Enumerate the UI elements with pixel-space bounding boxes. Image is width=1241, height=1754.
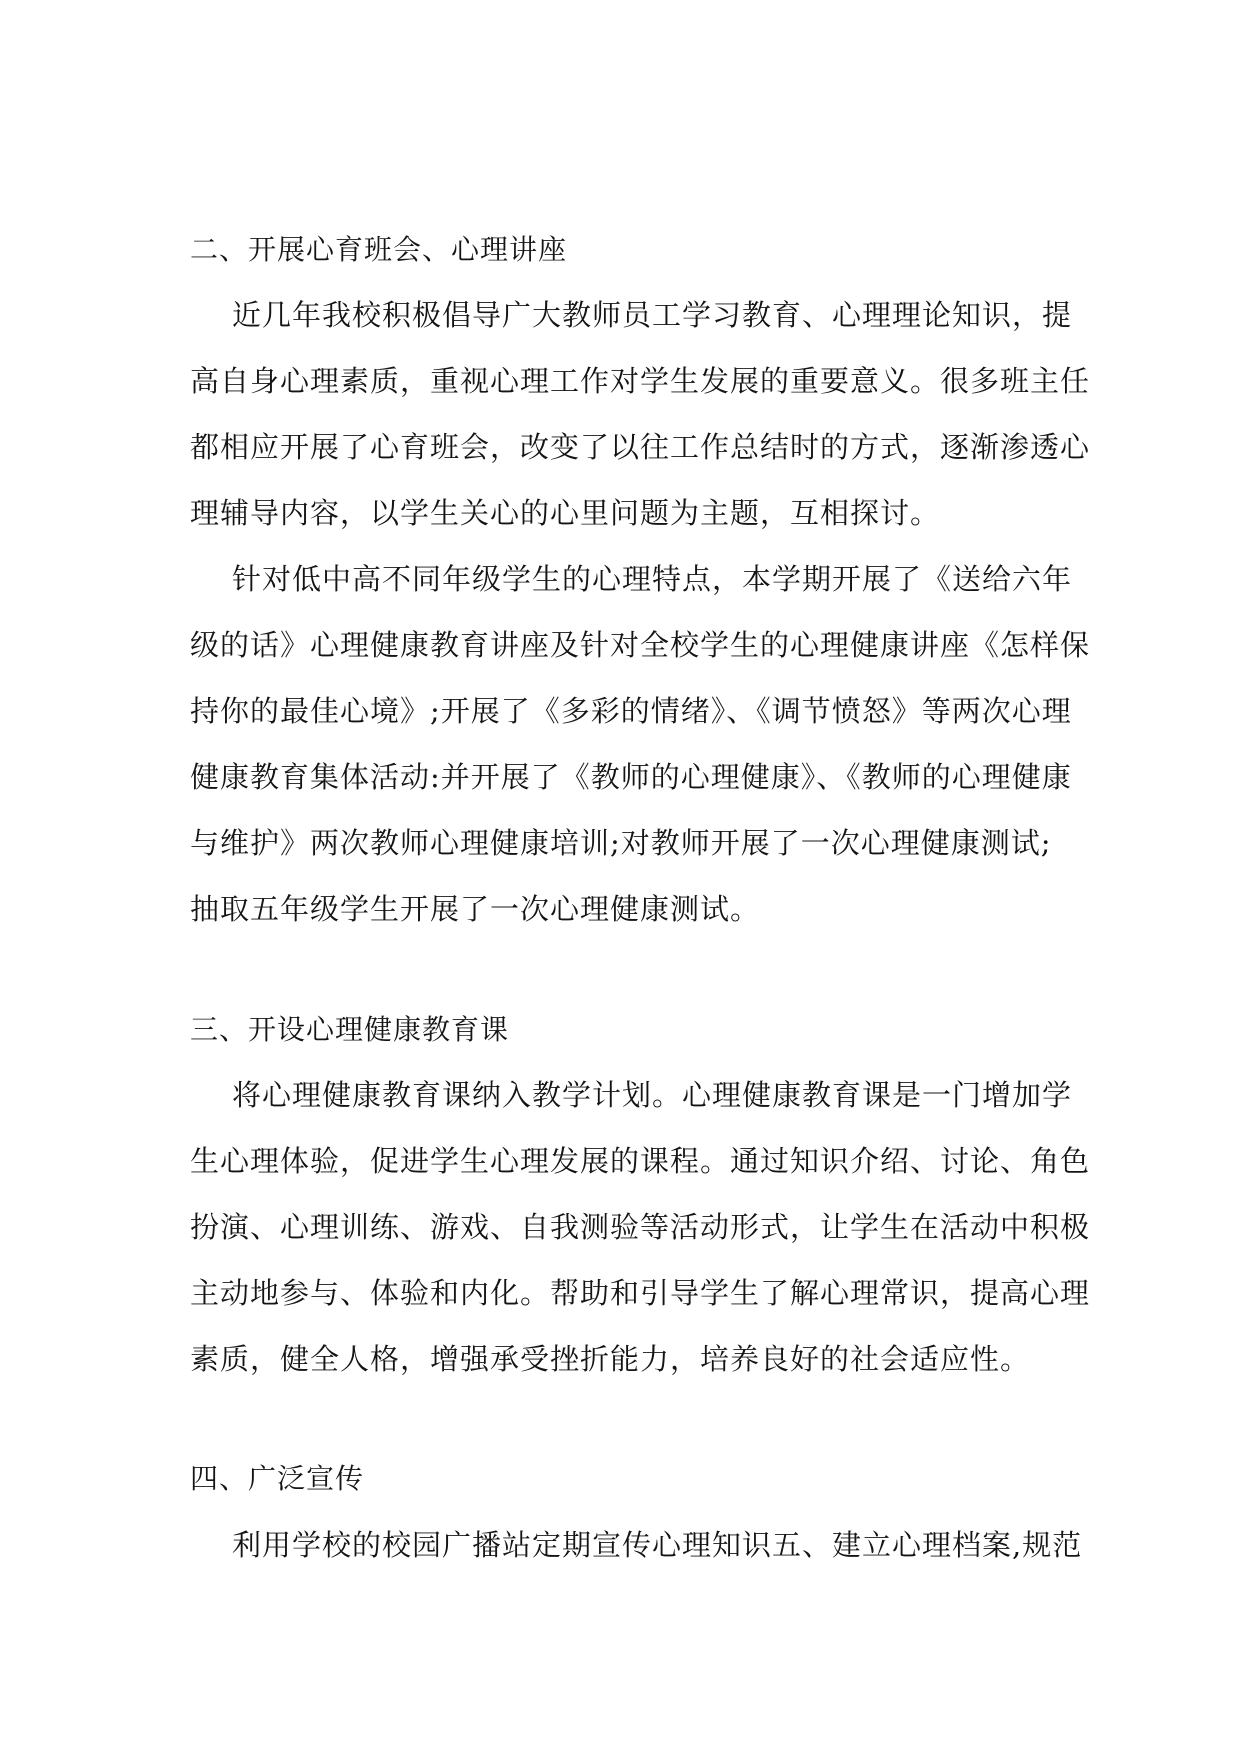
paragraph-line: 近几年我校积极倡导广大教师员工学习教育、心理理论知识，提 [232, 298, 1073, 332]
paragraph-line: 扮演、心理训练、游戏、自我测验等活动形式，让学生在活动中积极 [190, 1210, 1091, 1244]
section-heading-4: 四、广泛宣传 [190, 1462, 365, 1495]
paragraph-line: 级的话》心理健康教育讲座及针对全校学生的心理健康讲座《怎样保 [190, 628, 1091, 662]
paragraph-line: 健康教育集体活动:并开展了《教师的心理健康》、《教师的心理健康 [190, 760, 1072, 794]
paragraph-line: 持你的最佳心境》;开展了《多彩的情绪》、《调节愤怒》等两次心理 [190, 694, 1072, 728]
paragraph-line: 主动地参与、体验和内化。帮助和引导学生了解心理常识，提高心理 [190, 1276, 1091, 1310]
paragraph-line: 素质，健全人格，增强承受挫折能力，培养良好的社会适应性。 [190, 1342, 1031, 1376]
paragraph-line: 理辅导内容，以学生关心的心里问题为主题，互相探讨。 [190, 496, 941, 530]
paragraph-line: 高自身心理素质，重视心理工作对学生发展的重要意义。很多班主任 [190, 364, 1091, 398]
paragraph-line: 利用学校的校园广播站定期宣传心理知识五、建立心理档案,规范 [232, 1528, 1083, 1562]
paragraph-line: 与维护》两次教师心理健康培训;对教师开展了一次心理健康测试; [190, 826, 1052, 860]
section-heading-2: 二、开展心育班会、心理讲座 [190, 233, 568, 266]
paragraph-line: 抽取五年级学生开展了一次心理健康测试。 [190, 892, 761, 926]
paragraph-line: 生心理体验，促进学生心理发展的课程。通过知识介绍、讨论、角色 [190, 1144, 1091, 1178]
section-heading-3: 三、开设心理健康教育课 [190, 1013, 510, 1046]
paragraph-line: 将心理健康教育课纳入教学计划。心理健康教育课是一门增加学 [232, 1078, 1073, 1112]
paragraph-line: 都相应开展了心育班会，改变了以往工作总结时的方式，逐渐渗透心 [190, 430, 1091, 464]
paragraph-line: 针对低中高不同年级学生的心理特点，本学期开展了《送给六年 [232, 562, 1073, 596]
